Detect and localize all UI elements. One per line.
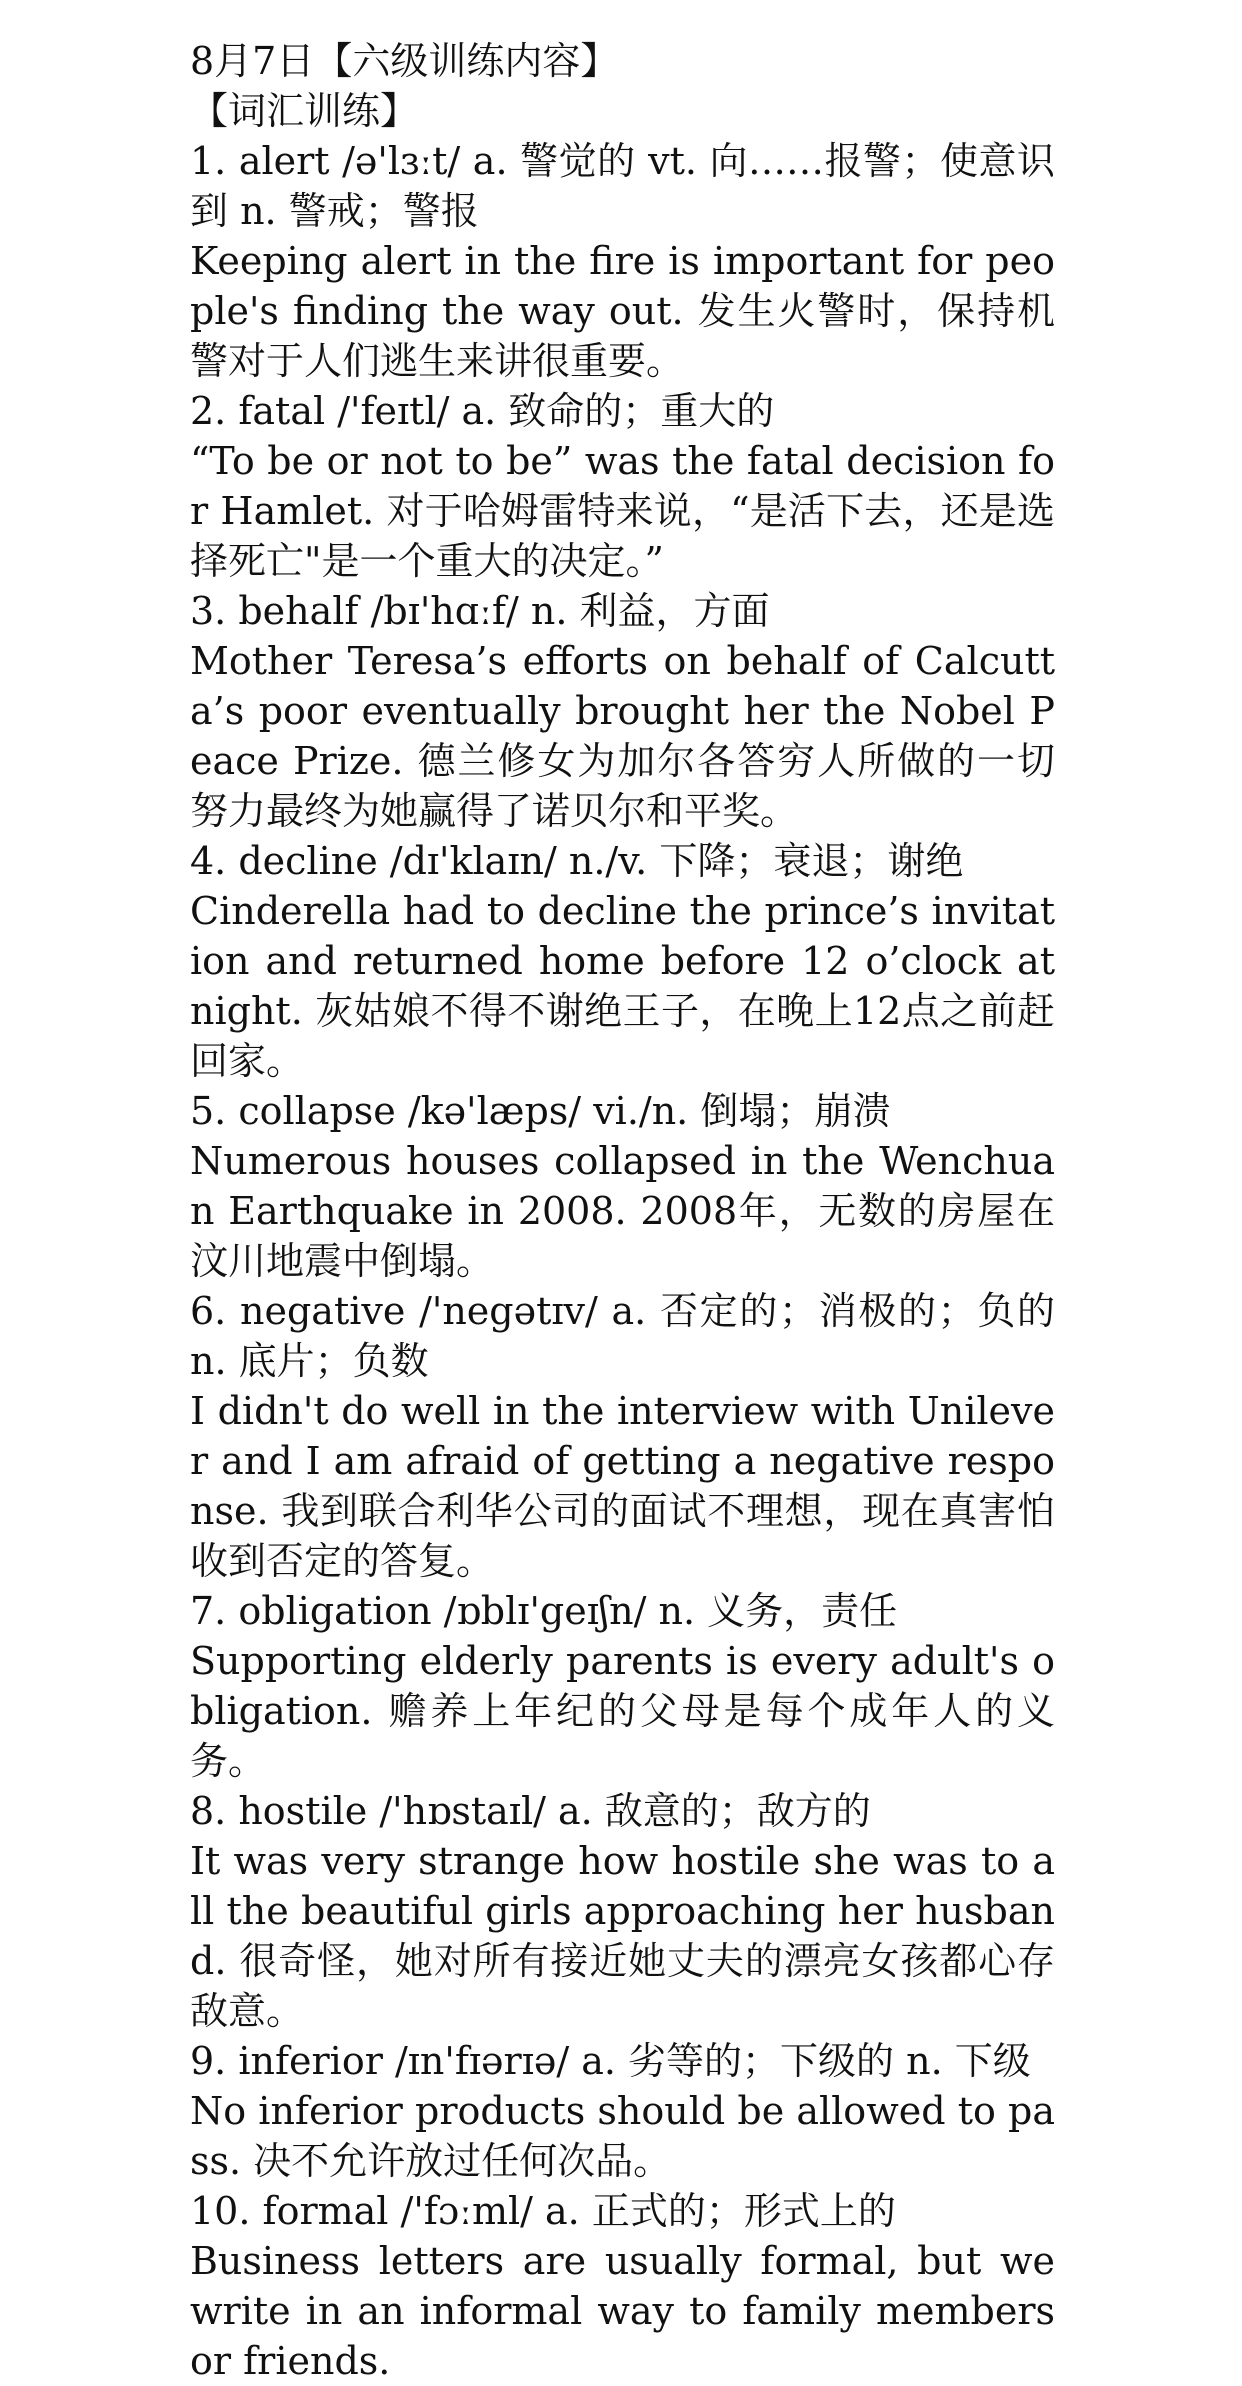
example-sentence: Numerous houses collapsed in the Wenchuan Earthquake in 2008. 2008年，无数的房屋在汶川地震中倒塌。 <box>190 1139 1055 1283</box>
vocabulary-entry-3 <box>190 586 1055 836</box>
example-sentence: “To be or not to be” was the fatal decision for Hamlet. 对于哈姆雷特来说，“是活下去，还是选择死亡"是一个重大的决定。” <box>190 439 1055 583</box>
example-sentence: I didn't do well in the interview with Unilever and I am afraid of getting a negative response. 我到联合利华公司的面试不理想，现在真害怕收到否定的答复。 <box>190 1389 1055 1583</box>
vocabulary-entry-10 <box>190 2186 1055 2386</box>
vocabulary-entry-2 <box>190 386 1055 586</box>
example-sentence: Keeping alert in the fire is important for people's finding the way out. 发生火警时，保持机警对于人们逃生来讲很重要。 <box>190 239 1055 383</box>
document-page <box>190 36 1055 2386</box>
vocabulary-entry-8 <box>190 1786 1055 2036</box>
example-sentence: Cinderella had to decline the prince’s invitation and returned home before 12 o’clock at night. 灰姑娘不得不谢绝王子，在晚上12点之前赶回家。 <box>190 889 1055 1083</box>
document-title: 8月7日【六级训练内容】 <box>190 39 619 83</box>
example-sentence: Supporting elderly parents is every adult's obligation. 赡养上年纪的父母是每个成年人的义务。 <box>190 1639 1055 1783</box>
word-line: 8. hostile /'hɒstaɪl/ a. 敌意的；敌方的 <box>190 1789 871 1833</box>
section-heading: 【词汇训练】 <box>190 89 419 133</box>
example-sentence: No inferior products should be allowed to pass. 决不允许放过任何次品。 <box>190 2089 1055 2183</box>
word-line: 7. obligation /ɒblɪ'geɪʃn/ n. 义务，责任 <box>190 1589 898 1633</box>
example-sentence: Business letters are usually formal, but we write in an informal way to family members or friends. <box>190 2239 1055 2383</box>
word-line: 1. alert /ə'lɜːt/ a. 警觉的 vt. 向……报警；使意识到 n. 警戒；警报 <box>190 139 1055 233</box>
vocabulary-entry-4 <box>190 836 1055 1086</box>
word-line: 5. collapse /kə'læps/ vi./n. 倒塌；崩溃 <box>190 1089 891 1133</box>
vocabulary-entry-7 <box>190 1586 1055 1786</box>
word-line: 10. formal /'fɔːml/ a. 正式的；形式上的 <box>190 2189 896 2233</box>
word-line: 9. inferior /ɪn'fɪərɪə/ a. 劣等的；下级的 n. 下级 <box>190 2039 1031 2083</box>
word-line: 6. negative /'negətɪv/ a. 否定的；消极的；负的 n. 底片；负数 <box>190 1289 1055 1383</box>
example-sentence: Mother Teresa’s efforts on behalf of Calcutta’s poor eventually brought her the Nobel Peace Prize. 德兰修女为加尔各答穷人所做的一切努力最终为她赢得了诺贝尔和平奖。 <box>190 639 1055 833</box>
vocabulary-entry-9 <box>190 2036 1055 2186</box>
word-line: 4. decline /dɪ'klaɪn/ n./v. 下降；衰退；谢绝 <box>190 839 964 883</box>
vocabulary-entry-1 <box>190 136 1055 386</box>
word-line: 3. behalf /bɪ'hɑːf/ n. 利益，方面 <box>190 589 770 633</box>
example-sentence: It was very strange how hostile she was to all the beautiful girls approaching her husband. 很奇怪，她对所有接近她丈夫的漂亮女孩都心存敌意。 <box>190 1839 1055 2033</box>
vocabulary-entry-6 <box>190 1286 1055 1586</box>
vocabulary-entry-5 <box>190 1086 1055 1286</box>
word-line: 2. fatal /'feɪtl/ a. 致命的；重大的 <box>190 389 775 433</box>
